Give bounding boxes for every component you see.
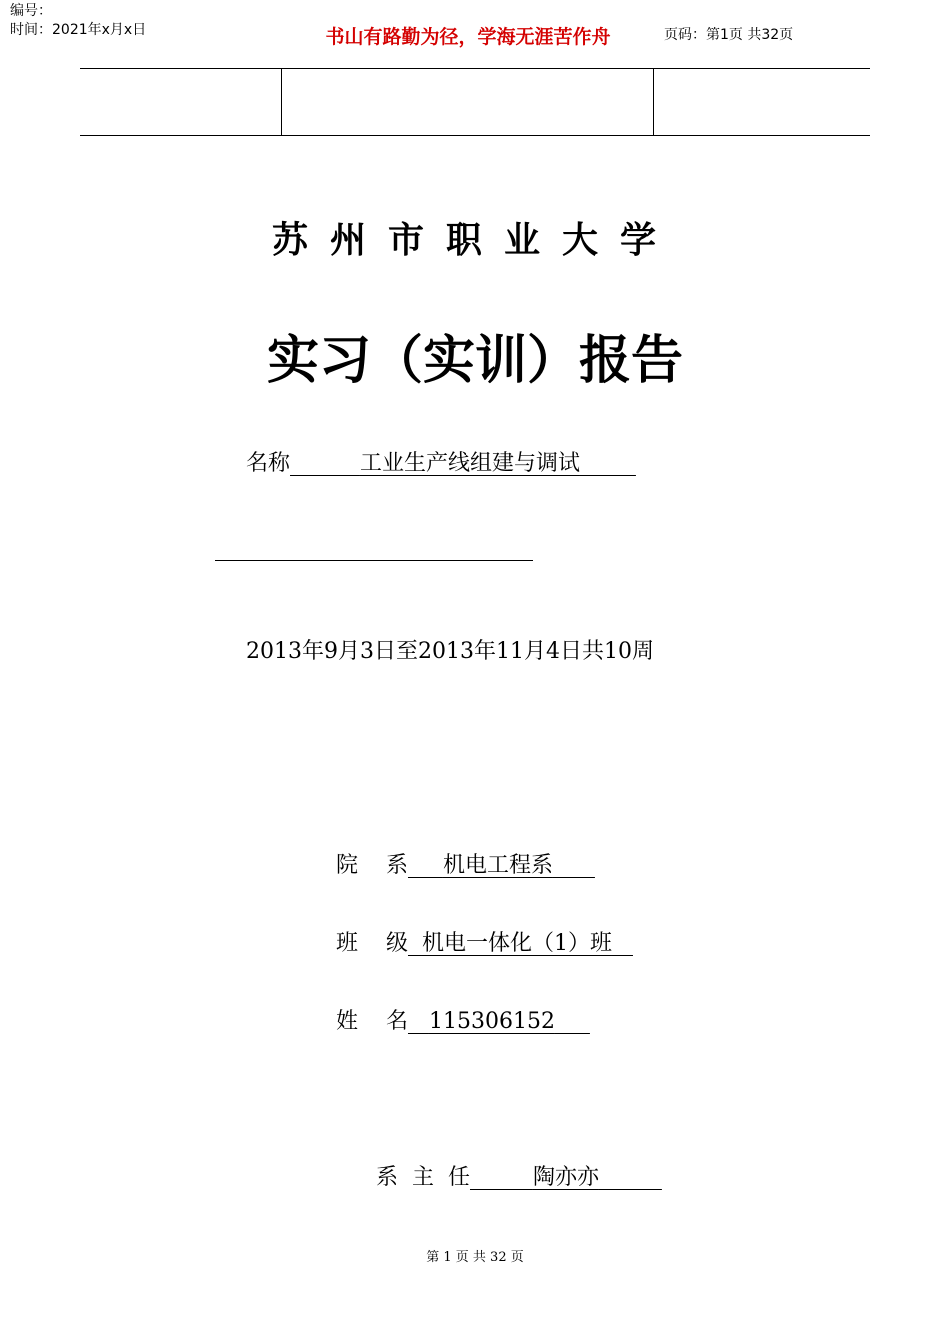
field-student-label: 姓 名	[336, 1009, 408, 1034]
page-footer: 第 1 页 共 32 页	[426, 1250, 524, 1265]
header-number-label: 编号：	[10, 3, 52, 19]
field-director-label: 系 主 任	[376, 1165, 470, 1190]
field-student-value: 115306152	[428, 1009, 555, 1034]
header-time-label: 时间：2021年x月x日	[10, 22, 147, 38]
blank-underline	[215, 560, 533, 561]
field-student-pad-right	[555, 1009, 590, 1034]
field-director	[376, 1160, 662, 1191]
header-divider-left	[281, 69, 282, 135]
field-director-value: 陶亦亦	[532, 1165, 599, 1190]
field-student-pad-left	[408, 1009, 429, 1034]
field-class-pad-left	[408, 931, 422, 956]
university-title: 苏州市职业大学	[271, 220, 678, 261]
header-divider-right	[653, 69, 654, 135]
period-text: 2013年9月3日至2013年11月4日共10周	[246, 639, 654, 664]
field-department-value: 机电工程系	[442, 853, 553, 878]
page-header	[80, 68, 870, 136]
header-page-info: 页码：第1页 共32页	[664, 27, 794, 43]
field-class	[336, 926, 633, 957]
name-field-label: 名称	[246, 451, 291, 476]
name-field	[246, 446, 636, 477]
field-department	[336, 848, 595, 879]
field-student	[336, 1004, 590, 1035]
field-class-label: 班 级	[336, 931, 408, 956]
field-director-pad-right	[599, 1165, 662, 1190]
name-field-pad-right	[580, 451, 636, 476]
field-department-pad-right	[553, 853, 595, 878]
field-director-pad-left	[470, 1165, 533, 1190]
header-motto: 书山有路勤为径，学海无涯苦作舟	[325, 26, 611, 48]
header-meta	[10, 2, 146, 40]
report-title: 实习（实训）报告	[266, 331, 683, 391]
field-department-pad-left	[408, 853, 443, 878]
field-department-label: 院 系	[336, 853, 408, 878]
field-class-pad-right	[612, 931, 633, 956]
field-class-value: 机电一体化（1）班	[421, 931, 612, 956]
name-field-pad-left	[290, 451, 360, 476]
name-field-value: 工业生产线组建与调试	[359, 451, 580, 476]
